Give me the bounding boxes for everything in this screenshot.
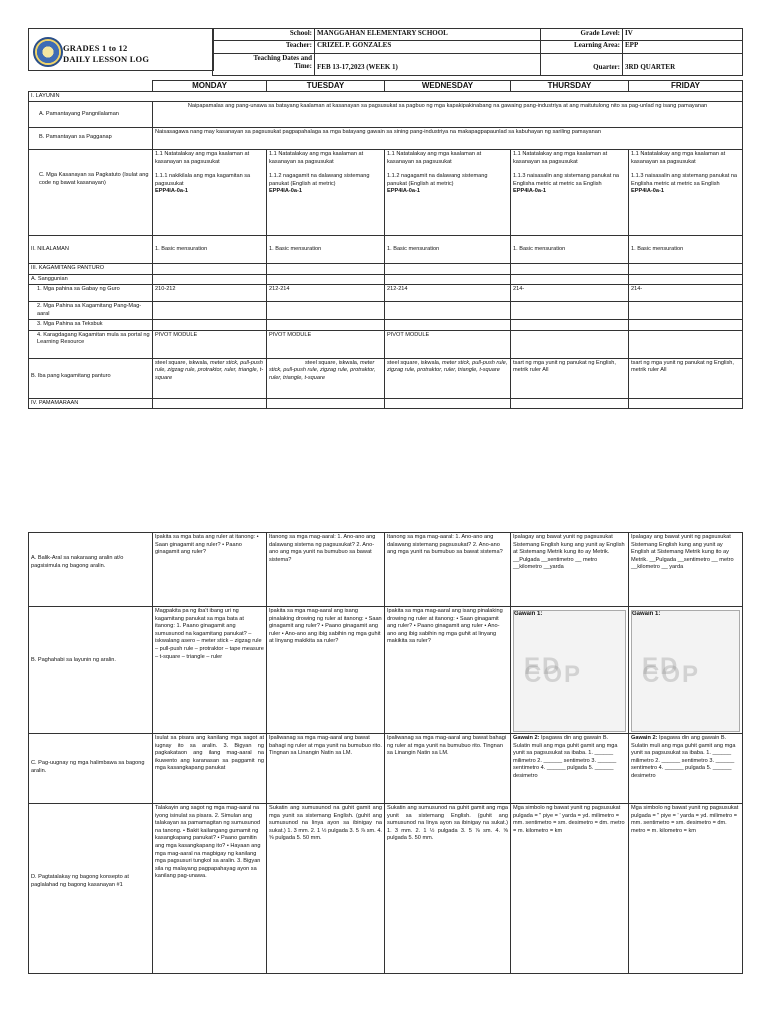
pag-uugnay-tuesday: Ipaliwanag sa mga mag-aaral ang bawat bahagi ng ruler at mga yunit na bumubuo rito. Tingnan sa Linangin Natin sa LM. [267,734,385,804]
kagamitan-label: III. KAGAMITANG PANTURO [29,264,153,275]
dates-label-line1: Teaching Dates and [253,53,312,62]
row-gabay-guro [29,285,743,302]
lesson-table-page2 [28,532,743,974]
row-kagamitang-panturo [29,264,743,275]
row-balik-aral [29,533,743,607]
day-thursday: THURSDAY [511,81,629,92]
day-wednesday: WEDNESDAY [385,81,511,92]
row-teksbuk [29,320,743,331]
pagtatalakay-thursday: Mga simbolo ng bawat yunit ng pagsusukat pulgada = " piye = ' yarda = yd. milimetro = mm. sentimetro = sm. desimetro = dm. metro = m. kilometro = km [511,804,629,974]
iba-thursday: tsart ng mga yunit ng panukat ng English, metrik ruler All [511,358,629,398]
gawain-text: Ipagawa din ang gawain B. Sulatin muli ang mga guhit gamit ang mga yunit sa pagsusukat sa ibaba. 1. ______ milimetro 2. ______ sentimetro 3. ______ sentimetro 4. ______ pulgada 5. ______ desimetro [631,735,736,779]
pag-uugnay-wednesday: Ipaliwanag sa mga mag-aaral ang bawat bahagi ng ruler at mga yunit na bumubuo rito. Tingnan sa Linangin Natin sa LM. [385,734,511,804]
day-header-row [29,81,743,92]
pagganap-label: B. Pamantayan sa Pagganap [29,128,153,150]
school-label: School: [213,29,315,41]
title-line-1: GRADES 1 to 12 [63,43,128,53]
pagganap-text: Naisasagawa nang may kasanayan sa pagsusukat pagpapahalaga sa mga batayang gawain sa sining pang-industriya na makapagpapaunlad sa kabuhayan ng sariling pamayanan [153,128,743,150]
balik-aral-wednesday: Itanong sa mga mag-aaral: 1. Ano-ano ang dalawang sistemang pagsusukat? 2. Ano-ano ang mga yunit na bumubuo sa bawat sistema? [385,533,511,607]
pagkatuto-code: EPP4IA-0a-1 [155,188,188,194]
gawain-label: Gawain 2: [513,735,540,741]
gawain-text: Ipagawa din ang gawain B. Sulatin muli ang mga guhit gamit ang mga yunit sa pagsusukat sa ibaba. 1. ______ milimetro 2. ______ sentimetro 3. ______ sentimetro 4. ______ pulgada 5. ______ desimetro [513,735,618,779]
nilalaman-friday: 1. Basic mensuration [629,236,743,264]
row-kasanayan-pagkatuto [29,150,743,236]
worksheet-watermark: ED COP [642,653,701,688]
kagamitan-mag-aaral-label: 2. Mga Pahina sa Kagamitang Pang-Mag-aaral [29,302,153,320]
dates-label-line2: Time: [294,61,312,70]
quarter-value: 3RD QUARTER [623,53,743,75]
iba-label: B. Iba pang kagamitang panturo [29,358,153,398]
pamantayang-label: A. Pamantayang Pangnilalaman [29,102,153,128]
pagkatuto-monday [153,150,267,236]
pag-uugnay-monday: Isulat sa pisara ang kanilang mga sagot at iugnay ito sa aralin. 3. Bigyan ng pagkakataon ang ilang mag-aaral na ikuwento ang karanasan sa paggamit ng mga kasangkapang panukat [153,734,267,804]
iba-tuesday [267,358,385,398]
row-pagtatalakay [29,804,743,974]
pagkatuto-a: 1.1 Natatalakay ang mga kaalaman at kasanayan sa pagsusukat [155,151,250,165]
worksheet-image [631,610,740,732]
row-pamamaraan [29,398,743,409]
iba-tools: steel square, iskwala, [387,359,443,366]
paghahabi-monday: Magpakita pa ng iba't ibang uri ng kagamitang panukat sa mga bata at itanong: 1. Paano ginagamit ang sumusunod na kagamitang panukat? – iskwalang asero – meter stick – zigzag rule – pull-push rule – protraktor – tape measure – t-square – triangle – ruler [153,607,267,734]
sanggunian-label: A. Sanggunian [29,274,153,285]
pagkatuto-code: EPP4IA-0a-1 [631,188,664,194]
paghahabi-tuesday: Ipakita sa mga mag-aaral ang isang pinalaking drowing ng ruler at itanong: • Saan ginagamit ang ruler? • Paano ginagamit ang ruler • Ano-ano ang ibig sabihin ng mga guhit at linyang makikita sa ruler? [267,607,385,734]
worksheet-title: Gawain 1: [632,611,661,617]
karagdagang-tuesday: PIVOT MODULE [267,330,385,358]
pagkatuto-a: 1.1 Natatalakay ang mga kaalaman at kasanayan sa pagsusukat [269,151,364,165]
deped-seal-icon [33,37,63,67]
iba-tools-italic: meter stick, pull-push rule, zigzag rule, protraktor, ruler, triangle, t-square [387,359,508,373]
row-paghahabi [29,607,743,734]
pagtatalakay-label: D. Pagtatalakay ng bagong konsepto at paglalahad ng bagong kasanayan #1 [29,804,153,974]
pagkatuto-code: EPP4IA-0a-1 [513,188,546,194]
karagdagang-wednesday: PIVOT MODULE [385,330,511,358]
pagtatalakay-monday: Talakayin ang sagot ng mga mag-aaral na iyong isinulat sa pisara. 2. Simulan ang talakayan sa pamamagitan ng sumusunod na tanong. • Bakit kailangang gumamit ng kasangkapang panukat? • Paano gamitin ang mga kasangkapang ito? • Hayaan ang mga mag-aaral na magbigay ng kanilang mga pagsusuri tungkol sa aralin. 3. Bigyan sila ng malayang pagpapahayag ayon sa kanilang pag-unawa. [153,804,267,974]
karagdagang-thursday [511,330,629,358]
dates-value: FEB 13-17,2023 (WEEK 1) [315,53,541,75]
teacher-label: Teacher: [213,41,315,53]
pagtatalakay-wednesday: Sukatin ang sumusunod na guhit gamit ang mga yunit sa sistemang English. (guhit ang sumusunod na linya ayon sa ibinigay na sukat.) 1. 3 mm. 2. 1 ½ pulgada 3. 5 ⅞ sm. 4. ⅝ pulgada 5. 50 mm. [385,804,511,974]
grade-level-value: IV [623,29,743,41]
iba-tools-italic: meter stick, pull-push rule, zigzag rule, protraktor, ruler, triangle, t-square [155,359,264,381]
row-pamantayang-pangnilalaman [29,102,743,128]
row-pamantayan-pagganap [29,128,743,150]
nilalaman-thursday: 1. Basic mensuration [511,236,629,264]
pagkatuto-a: 1.1 Natatalakay ang mga kaalaman at kasanayan sa pagsusukat [513,151,608,165]
corner-cell [29,81,153,92]
nilalaman-tuesday: 1. Basic mensuration [267,236,385,264]
pagkatuto-code: EPP4IA-0a-1 [269,188,302,194]
school-value: MANGGAHAN ELEMENTARY SCHOOL [315,29,541,41]
day-tuesday: TUESDAY [267,81,385,92]
iba-monday [153,358,267,398]
paghahabi-thursday [511,607,629,734]
pagkatuto-wednesday [385,150,511,236]
day-friday: FRIDAY [629,81,743,92]
quarter-label: Quarter: [541,53,623,75]
pagkatuto-friday [629,150,743,236]
row-iba-pang-kagamitan [29,358,743,398]
worksheet-watermark: ED COP [524,653,583,688]
pagkatuto-label: C. Mga Kasanayan sa Pagkatuto (Isulat ang code ng bawat kasanayan) [29,150,153,236]
pagkatuto-b: 1.1.2 nagagamit na dalawang sistemang panukat (English at metric) [269,173,370,187]
log-title [63,43,149,65]
pagkatuto-tuesday [267,150,385,236]
paghahabi-wednesday: Ipakita sa mga mag-aaral ang isang pinalaking drowing ng ruler at itanong: • Saan ginagamit ang ruler? • Paano ginagamit ang ruler • Ano-ano ang ibig sabihin ng mga guhit at linyang makikita sa ruler? [385,607,511,734]
karagdagang-monday: PIVOT MODULE [153,330,267,358]
gabay-thursday: 214- [511,285,629,302]
iba-wednesday [385,358,511,398]
karagdagang-label: 4. Karagdagang Kagamitan mula sa portal ng Learning Resource [29,330,153,358]
gabay-label: 1. Mga pahina sa Gabay ng Guro [29,285,153,302]
gabay-tuesday: 212-214 [267,285,385,302]
row-sanggunian [29,274,743,285]
karagdagang-friday [629,330,743,358]
nilalaman-wednesday: 1. Basic mensuration [385,236,511,264]
section-layunin [29,91,743,102]
iba-tools: steel square, iskwala, [305,359,361,366]
pagtatalakay-tuesday: Sukatin ang sumusunod na guhit gamit ang mga yunit sa sistemang English. (guhit ang sumusunod na linya ayon sa ibinigay na sukat.) 1. 3 mm. 2. 1 ½ pulgada 3. 5 ⅞ sm. 4. ⅝ pulgada 5. 50 mm. [267,804,385,974]
balik-aral-label: A. Balik-Aral sa nakaraang aralin at/o pagsisimula ng bagong aralin. [29,533,153,607]
pagkatuto-b: 1.1.3 naisasalin ang sistemang panukat na Englisha metric at metric sa English [513,173,620,187]
pag-uugnay-friday [629,734,743,804]
pagkatuto-b: 1.1.3 naisasalin ang sistemang panukat na Englisha metric at metric sa English [631,173,738,187]
learning-area-label: Learning Area: [541,41,623,53]
paghahabi-label: B. Paghahabi sa layunin ng aralin. [29,607,153,734]
iba-tools-italic: meter stick, pull-push rule, zigzag rule, protraktor, ruler, triangle, t-square [269,359,376,381]
gabay-monday: 210-212 [153,285,267,302]
teksbuk-label: 3. Mga Pahina sa Teksbuk [29,320,153,331]
pagkatuto-a: 1.1 Natatalakay ang mga kaalaman at kasanayan sa pagsusukat [631,151,726,165]
worksheet-title: Gawain 1: [514,611,543,617]
pag-uugnay-label: C. Pag-uugnay ng mga halimbawa sa bagong aralin. [29,734,153,804]
pagkatuto-code: EPP4IA-0a-1 [387,188,420,194]
paghahabi-friday [629,607,743,734]
title-line-2: DAILY LESSON LOG [63,54,150,64]
learning-area-value: EPP [623,41,743,53]
pagkatuto-a: 1.1 Natatalakay ang mga kaalaman at kasanayan sa pagsusukat [387,151,482,165]
row-kagamitang-mag-aaral [29,302,743,320]
gabay-wednesday: 212-214 [385,285,511,302]
header-table [212,28,743,76]
lesson-table-page1 [28,80,743,409]
teacher-value: CRIZEL P. GONZALES [315,41,541,53]
grade-level-label: Grade Level: [541,29,623,41]
pamantayang-text: Naipapamalas ang pang-unawa sa batayang kaalaman at kasanayan sa pagsusukat sa pagbuo ng mga kapakipakinabang na gawaing pang-industriya at ang maitutulong nito sa pag-unlad ng isang pamayanan [153,102,743,128]
header-logo-box [28,28,214,71]
nilalaman-monday: 1. Basic mensuration [153,236,267,264]
row-karagdagang-kagamitan [29,330,743,358]
nilalaman-label: II. NILALAMAN [29,236,153,264]
balik-aral-monday: Ipakita sa mga bata ang ruler at itanong: • Saan ginagamit ang ruler? • Paano ginagamit ang ruler? [153,533,267,607]
row-pag-uugnay [29,734,743,804]
iba-tools: steel square, iskwala, [155,359,211,366]
balik-aral-tuesday: Itanong sa mga mag-aaral: 1. Ano-ano ang dalawang sistema ng pagsusukat? 2. Ano-ano ang mga yunit na bumubuo sa bawat sistema? [267,533,385,607]
gawain-label: Gawain 2: [631,735,658,741]
pagtatalakay-friday: Mga simbolo ng bawat yunit ng pagsusukat pulgada = " piye = ' yarda = yd. milimetro = mm. sentimetro = sm. desimetro = dm. metro = m. kilometro = km [629,804,743,974]
pamamaraan-label: IV. PAMAMARAAN [29,398,153,409]
balik-aral-thursday: Ipalagay ang bawat yunit ng pagsusukat Sistemang English kung ang yunit ay English at Sistemang Metrik kung ito ay Metrik. __Pulgada __sentimetro __ metro __kilometro __yarda [511,533,629,607]
row-nilalaman [29,236,743,264]
pagkatuto-thursday [511,150,629,236]
dates-label [213,53,315,75]
iba-friday: tsart ng mga yunit ng panukat ng English, metrik ruler All [629,358,743,398]
worksheet-image [513,610,626,732]
day-monday: MONDAY [153,81,267,92]
layunin-label: I. LAYUNIN [29,91,743,102]
gabay-friday: 214- [629,285,743,302]
balik-aral-friday: Ipalagay ang bawat yunit ng pagsusukat Sistemang English kung ang yunit ay English at Sistemang Metrik kung ito ay Metrik. __Pulgada __sentimetro __ metro __kilometro __ yarda [629,533,743,607]
pag-uugnay-thursday [511,734,629,804]
pagkatuto-b: 1.1.2 nagagamit na dalawang sistemang panukat (English at metric) [387,173,488,187]
pagkatuto-b: 1.1.1 nakikilala ang mga kagamitan sa pagsusukat [155,173,251,187]
